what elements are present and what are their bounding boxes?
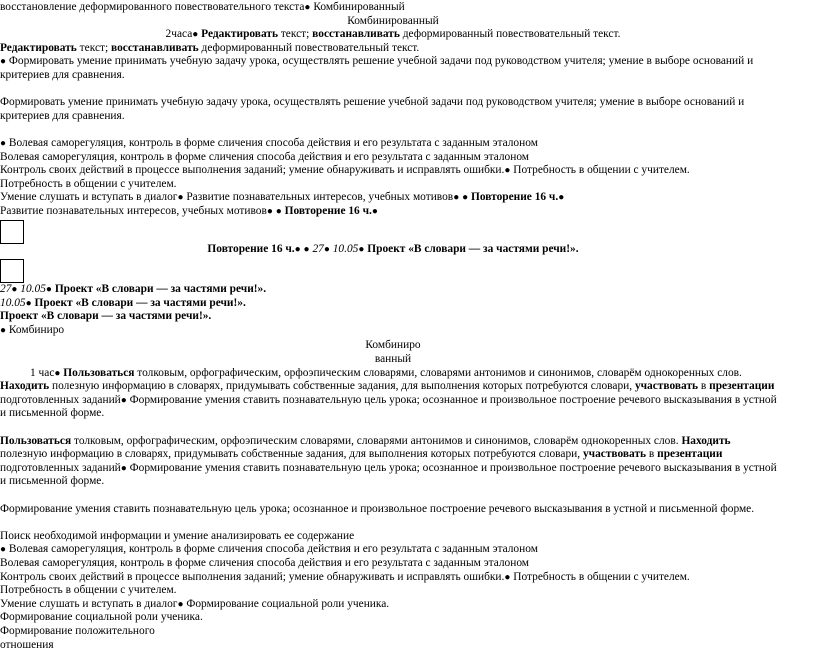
text: Контроль своих действий в процессе выполнения заданий; умение обнаруживать и исправлять ошибки. [0, 570, 505, 583]
text: Умение слушать и вступать в диалог [0, 597, 178, 610]
bullet-icon: ● [323, 243, 330, 255]
centered-heading [0, 339, 816, 353]
text-line [0, 297, 816, 311]
text: Пользоваться [63, 366, 135, 379]
text: в [646, 448, 658, 461]
bullet-icon: ● [358, 243, 365, 255]
text-line [0, 178, 816, 192]
paragraph [0, 435, 816, 489]
text: полезную информацию в словарях, придумывать собственные задания, для выполнения которых потребуются словари, [49, 380, 635, 393]
text-line [0, 543, 816, 557]
text-line [0, 503, 816, 517]
text: Формирование социальной роли ученика. [0, 611, 203, 624]
text: в [698, 380, 710, 393]
text: 27 [0, 283, 12, 296]
bullet-icon: ● [192, 29, 199, 41]
text: Поиск необходимой информации и умение анализировать ее содержание [0, 529, 355, 542]
text: Волевая саморегуляция, контроль в форме сличения способа действия и его результата с заданным эталоном [6, 136, 538, 149]
text: Комбиниро [365, 339, 421, 352]
text: толковым, орфографическим, орфоэпическим словарями, словарями антонимов и синонимов, словарём однокоренных слов. [134, 366, 742, 379]
text: деформированный повествовательный текст. [198, 41, 420, 54]
text: Потребность в общении с учителем. [0, 177, 177, 190]
bullet-icon: ● [304, 2, 311, 13]
text: восстановление деформированного повествовательного текста [0, 1, 305, 13]
text-line [0, 324, 816, 338]
bullet-icon: ● [504, 571, 511, 583]
text: 10.05 [329, 242, 359, 255]
centered-line [0, 243, 816, 257]
text: презентации [709, 380, 775, 393]
text-line [0, 42, 816, 56]
bullet-icon: ● [120, 394, 127, 406]
text: 10.05 [0, 296, 26, 309]
text: Проект «В словари — за частями речи!». [51, 283, 267, 296]
spacer [0, 516, 816, 530]
text: Умение слушать и вступать в диалог [0, 191, 178, 204]
text: Повторение 16 ч. [207, 242, 295, 255]
bullet-icon: ● [25, 297, 32, 309]
bullet-icon: ● [120, 462, 127, 474]
text: Формирование умения ставить познавательную цель урока; осознанное и произвольное построение речевого высказывания в устной и письменной форме. [0, 461, 777, 488]
text: толковым, орфографическим, орфоэпическим словарями, словарями антонимов и синонимов, словарём однокоренных слов. [71, 434, 682, 447]
text-line [0, 530, 816, 544]
bullet-icon: ● [177, 192, 184, 204]
bullet-icon: ● [558, 192, 565, 204]
text: Формировать умение принимать учебную задачу урока, осуществлять решение учебной задачи под руководством учителя; умение в выборе оснований и критериев для сравнения. [0, 96, 745, 122]
text-line [0, 310, 816, 324]
text: деформированный повествовательный текст. [399, 28, 621, 41]
bullet-icon: ● [266, 205, 273, 217]
text: Повторение 16 ч. [284, 204, 372, 217]
empty-box [0, 259, 24, 283]
spacer [0, 123, 816, 137]
bullet-icon: ● [462, 192, 469, 204]
text: Комбинированный [347, 14, 439, 27]
bullet-icon: ● [11, 284, 18, 296]
text: 10.05 [17, 283, 46, 296]
text: подготовленных заданий [0, 393, 121, 406]
text: 27 [312, 242, 324, 255]
text: Формирование положительного [0, 624, 155, 637]
text: Волевая саморегуляция, контроль в форме сличения способа действия и его результата с заданным эталоном [6, 543, 538, 556]
text: восстанавливать [111, 41, 199, 54]
text: Редактировать [201, 28, 278, 41]
text: Комбиниро [6, 323, 65, 336]
bullet-icon: ● [0, 56, 7, 68]
text: Контроль своих действий в процессе выполнения заданий; умение обнаруживать и исправлять ошибки. [0, 164, 505, 177]
text: Находить [681, 434, 731, 447]
text: Пользоваться [0, 434, 72, 447]
text: Формирование умения ставить познавательную цель урока; осознанное и произвольное построение речевого высказывания в устной и письменной форме. [0, 502, 755, 515]
bullet-icon: ● [0, 137, 7, 149]
text: Находить [0, 380, 50, 393]
text-line [0, 598, 816, 612]
text: 1 час [30, 366, 55, 379]
text: Формировать умение принимать учебную задачу урока, осуществлять решение учебной задачи под руководством учителя; умение в выборе оснований и критериев для сравнения. [0, 55, 754, 81]
text: Волевая саморегуляция, контроль в форме сличения способа действия и его результата с заданным эталоном [0, 150, 530, 163]
bullet-icon: ● [0, 324, 7, 336]
text: участвовать [634, 380, 699, 393]
text: Комбинированный [310, 1, 405, 13]
text-line [0, 1, 816, 15]
text-line [0, 571, 816, 585]
centered-heading [0, 353, 816, 367]
text: Потребность в общении с учителем. [510, 570, 690, 583]
bullet-icon: ● [453, 192, 460, 204]
text: текст; [76, 41, 111, 54]
text: восстанавливать [312, 28, 400, 41]
bullet-icon: ● [294, 243, 301, 255]
text-line [0, 639, 816, 652]
bullet-icon: ● [54, 367, 61, 379]
bullet-icon: ● [0, 544, 7, 556]
text: Потребность в общении с учителем. [510, 164, 690, 177]
spacer [0, 421, 816, 435]
text: Развитие познавательных интересов, учебных мотивов [0, 204, 267, 217]
text: Волевая саморегуляция, контроль в форме сличения способа действия и его результата с заданным эталоном [0, 556, 530, 569]
text-line [0, 557, 816, 571]
paragraph [0, 55, 816, 82]
text: текст; [277, 28, 313, 41]
bullet-icon: ● [177, 598, 184, 610]
text-line [0, 625, 816, 639]
text-line [0, 151, 816, 165]
text-line [0, 205, 816, 219]
text-line [0, 164, 816, 178]
text: Проект «В словари — за частями речи!». [0, 310, 212, 323]
text: полезную информацию в словарях, придумывать собственные задания, для выполнения которых потребуются словари, [0, 448, 583, 461]
text: ванный [374, 353, 412, 366]
bullet-icon: ● [303, 243, 310, 255]
text: подготовленных заданий [0, 461, 121, 474]
text: Формирование социальной роли ученика. [183, 597, 390, 610]
text: Редактировать [0, 41, 77, 54]
text: Потребность в общении с учителем. [0, 584, 177, 597]
text: участвовать [582, 448, 647, 461]
text: Формирование умения ставить познавательную цель урока; осознанное и произвольное построение речевого высказывания в устной и письменной форме. [0, 393, 777, 420]
centered-line [0, 28, 816, 42]
text-line [0, 283, 816, 297]
text: презентации [657, 448, 723, 461]
text: Проект «В словари — за частями речи!». [364, 242, 579, 255]
text: Проект «В словари — за частями речи!». [31, 296, 246, 309]
text: Повторение 16 ч. [471, 191, 559, 204]
empty-box [0, 220, 24, 244]
bullet-icon: ● [45, 284, 52, 296]
bullet-icon: ● [504, 165, 511, 177]
text: 2часа [165, 28, 193, 41]
text-line [0, 611, 816, 625]
paragraph [0, 96, 816, 123]
paragraph [0, 367, 816, 421]
text-line [0, 584, 816, 598]
centered-heading [0, 15, 816, 29]
document-page [0, 1, 816, 652]
spacer [0, 83, 816, 97]
text: Развитие познавательных интересов, учебных мотивов [183, 191, 454, 204]
bullet-icon: ● [275, 205, 282, 217]
text-line [0, 137, 816, 151]
text: отношения [0, 638, 54, 651]
bullet-icon: ● [371, 205, 378, 217]
spacer [0, 489, 816, 503]
text-line [0, 191, 816, 205]
